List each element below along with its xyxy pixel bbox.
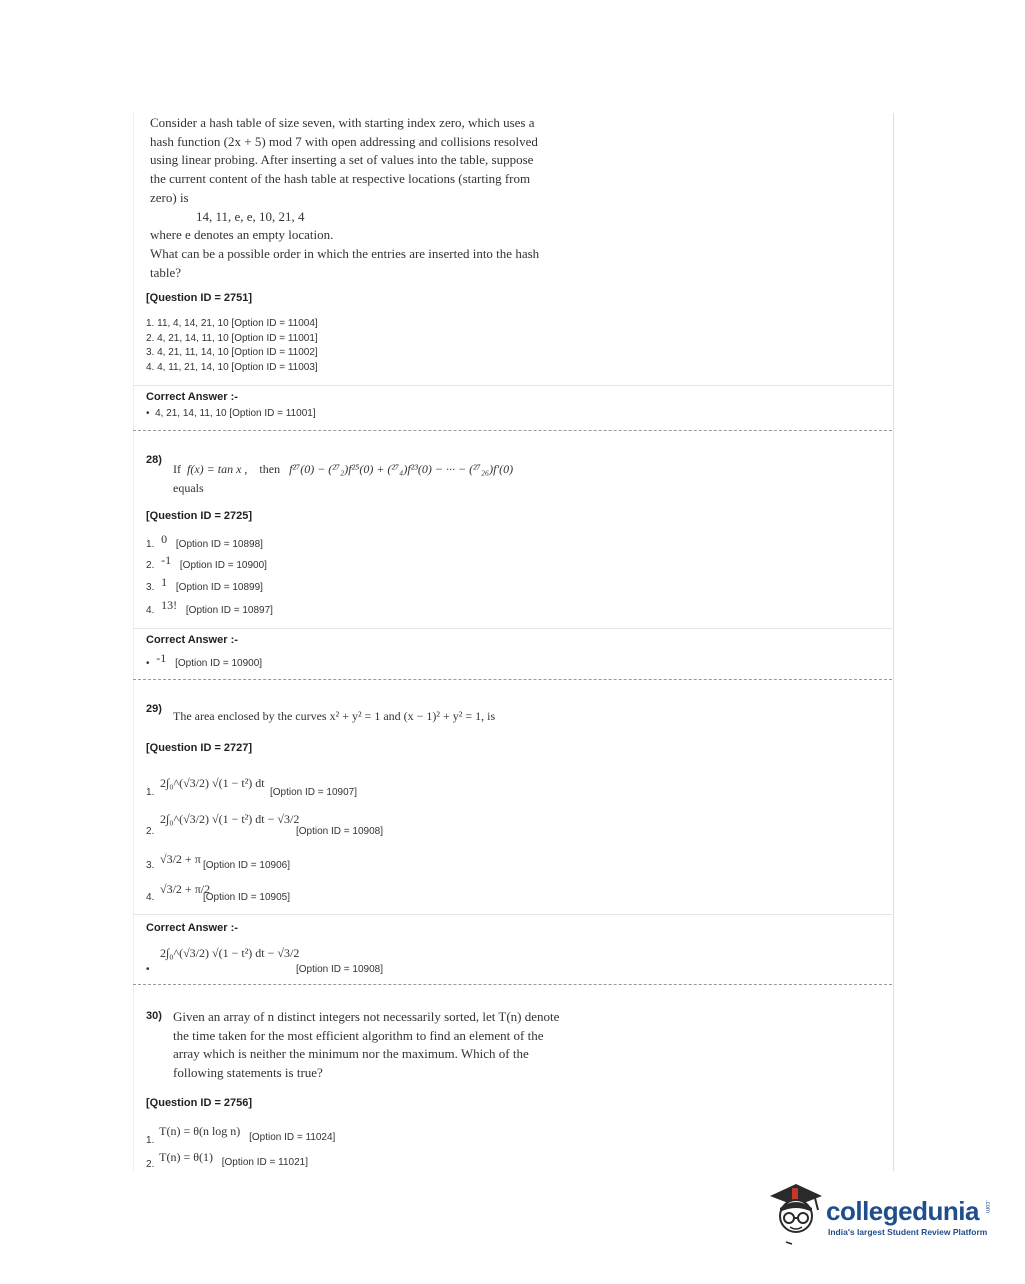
option-id: [Option ID = 10908] [296,826,384,837]
q27-ask-1: What can be a possible order in which the entries are inserted into the hash [150,245,540,261]
q28-correct-label: Correct Answer :- [146,634,238,646]
q30-line-3: array which is neither the minimum nor the maximum. Which of the [173,1046,529,1062]
q28-stem [173,462,513,477]
q30-line-2: the time taken for the most efficient algorithm to find an element of the [173,1027,544,1043]
q28-question-id: [Question ID = 2725] [146,510,253,522]
option-number: 2. [146,1159,155,1170]
option-number: 2. [146,560,155,571]
option-number: 1. [146,1135,155,1146]
q28-correct-id: [Option ID = 10900] [175,658,263,669]
option-number: 3. [146,582,155,593]
question-separator [133,430,892,431]
q28-number: 28) [146,454,162,466]
q30-question-id: [Question ID = 2756] [146,1097,253,1109]
q27-option-4[interactable]: 4. 4, 11, 21, 14, 10 [Option ID = 11003] [146,361,318,373]
option-number: 4. [146,892,155,903]
q28-option-1[interactable] [146,532,263,551]
q29-option-4[interactable] [146,876,546,904]
option-value: 13! [161,598,178,612]
q27-text [150,114,600,282]
q30-number: 30) [146,1010,162,1022]
bullet: • [146,658,150,669]
q27-ask-2: table? [150,264,182,280]
q29-correct-value: 2∫₀^(√3/2) √(1 − t²) dt − √3/2 [160,946,300,960]
question-separator [133,679,892,680]
q27-question-id: [Question ID = 2751] [146,292,253,304]
q28-if: If [173,462,181,476]
option-number: 1. [146,787,155,798]
q27-correct-answer [146,407,316,422]
option-id: [Option ID = 10897] [185,605,273,616]
q30-option-1[interactable] [146,1124,336,1146]
option-id: [Option ID = 10900] [179,560,267,571]
q29-question-id: [Question ID = 2727] [146,742,253,754]
q29-option-2[interactable] [146,812,546,838]
q29-correct-answer [146,946,546,976]
bullet: • [146,964,150,975]
brand-name: collegedunia [826,1196,979,1226]
q30-option-2[interactable] [146,1150,309,1170]
q29-correct-label: Correct Answer :- [146,922,238,934]
option-number: 4. [146,605,155,616]
q28-option-4[interactable] [146,598,273,617]
option-id: [Option ID = 10905] [203,892,291,903]
option-id: [Option ID = 10906] [203,860,291,871]
option-value: √3/2 + π/2 [160,882,211,896]
q27-options [146,317,318,375]
q30-stem [173,1008,613,1083]
q28-expression: f²⁷(0) − (²⁷₂)f²⁵(0) + (²⁷₄)f²³(0) − ··· − (²⁷₂₆)f′(0) [289,462,514,476]
bullet: • [146,408,156,419]
option-number: 2. [146,826,155,837]
option-value: -1 [161,553,172,567]
q27-option-1[interactable]: 1. 11, 4, 14, 21, 10 [Option ID = 11004] [146,318,318,329]
question-separator [133,984,892,985]
option-number: 3. [146,860,155,871]
divider [133,385,892,386]
q29-correct-id: [Option ID = 10908] [296,964,384,975]
divider [133,914,892,915]
q27-correct-text: 4, 21, 14, 11, 10 [Option ID = 11001] [155,408,316,419]
option-value: 2∫₀^(√3/2) √(1 − t²) dt − √3/2 [160,812,300,826]
q29-option-3[interactable] [146,846,546,872]
q30-line-1: Given an array of n distinct integers not necessarily sorted, let T(n) denote [173,1009,560,1024]
brand-tagline: India's largest Student Review Platform [828,1227,988,1237]
q28-fx: f(x) = tan x , [187,462,248,476]
option-value: 0 [161,532,168,546]
option-number: 1. [146,539,155,550]
q28-then: then [259,462,281,476]
mascot-icon [766,1178,826,1246]
q28-correct-answer [146,651,263,670]
option-id: [Option ID = 10898] [175,539,263,550]
divider [133,628,892,629]
q27-table-values: 14, 11, e, e, 10, 21, 4 [196,208,305,224]
q28-correct-value: -1 [156,651,167,665]
q28-equals: equals [173,481,204,495]
option-value: T(n) = θ(n log n) [159,1124,241,1138]
q28-option-2[interactable] [146,553,267,572]
option-value: √3/2 + π [160,852,201,866]
q27-line-3: using linear probing. After inserting a set of values into the table, suppose [150,152,534,168]
q29-number: 29) [146,703,162,715]
q27-line-1: Consider a hash table of size seven, with starting index zero, which uses a [150,115,535,130]
q27-note: where e denotes an empty location. [150,227,334,243]
option-value: 1 [161,575,168,589]
brand-suffix: .com [984,1200,990,1214]
option-value: T(n) = θ(1) [159,1150,213,1164]
q30-line-4: following statements is true? [173,1065,323,1081]
q28-option-3[interactable] [146,575,263,594]
option-value: 2∫₀^(√3/2) √(1 − t²) dt [160,776,265,790]
q27-line-2: hash function (2x + 5) mod 7 with open addressing and collisions resolved [150,133,538,149]
q29-stem: The area enclosed by the curves x² + y² = 1 and (x − 1)² + y² = 1, is [173,709,496,723]
option-id: [Option ID = 11021] [221,1157,309,1168]
q29-option-1[interactable] [146,776,546,800]
option-id: [Option ID = 10899] [175,582,263,593]
q27-correct-label: Correct Answer :- [146,391,238,403]
collegedunia-logo[interactable] [766,1178,996,1248]
q27-line-5: zero) is [150,189,189,205]
option-id: [Option ID = 10907] [270,787,358,798]
q27-option-3[interactable]: 3. 4, 21, 11, 14, 10 [Option ID = 11002] [146,347,318,358]
option-id: [Option ID = 11024] [249,1132,336,1143]
q27-option-2[interactable]: 2. 4, 21, 14, 11, 10 [Option ID = 11001] [146,332,318,344]
q27-line-4: the current content of the hash table at respective locations (starting from [150,171,531,187]
